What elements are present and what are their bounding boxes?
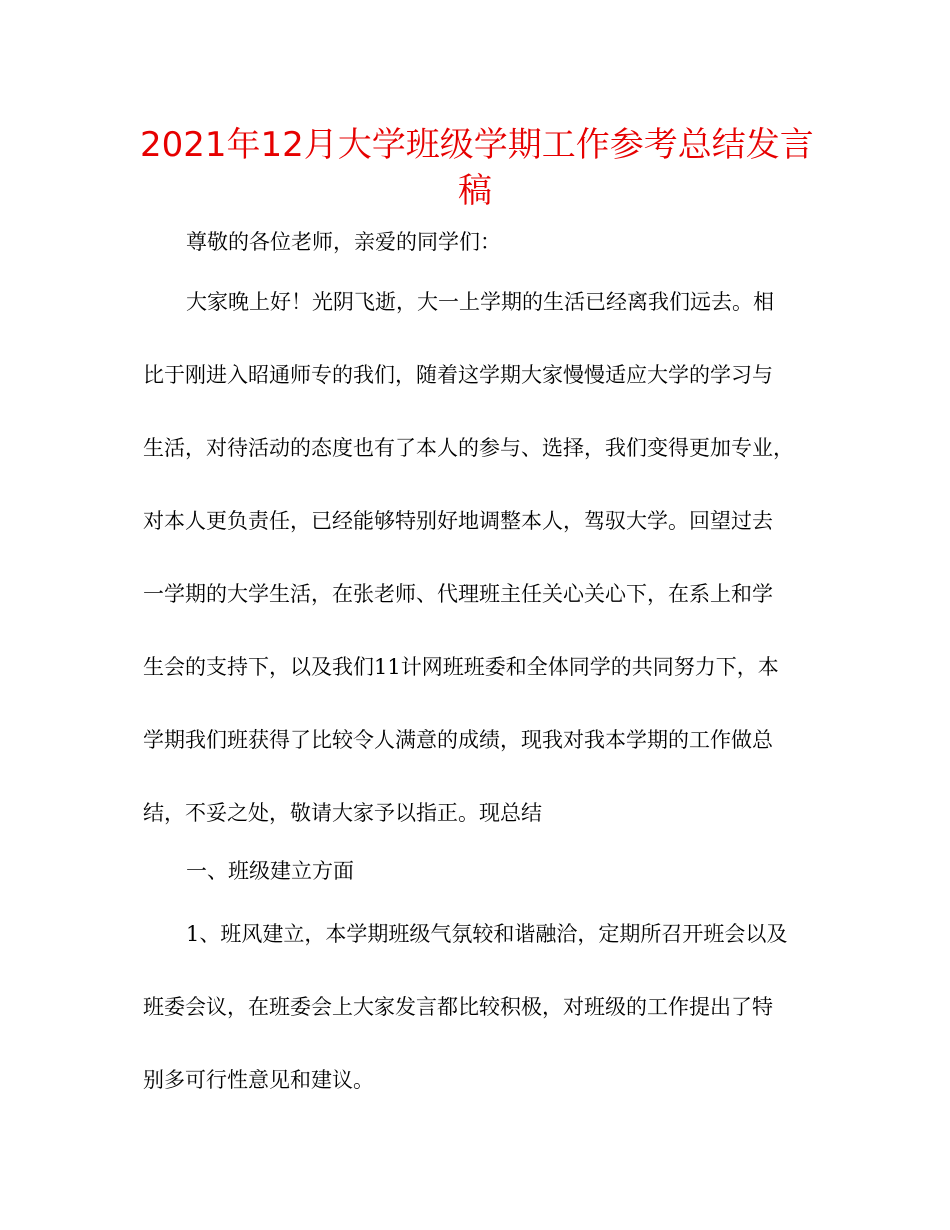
body-line: 结，不妥之处，敬请大家予以指正。现总结 [143, 801, 542, 825]
body-line: 比于刚进入昭通师专的我们，随着这学期大家慢慢适应大学的学习与 [143, 363, 773, 387]
section-heading: 一、班级建立方面 [186, 859, 354, 883]
body-line: 对本人更负责任，已经能够特别好地调整本人，驾驭大学。回望过去 [143, 509, 773, 533]
body-line: 1、班风建立，本学期班级气氛较和谐融洽，定期所召开班会以及 [186, 922, 788, 946]
salutation: 尊敬的各位老师，亲爱的同学们： [186, 230, 501, 254]
body-line: 生会的支持下，以及我们11计网班班委和全体同学的共同努力下，本 [143, 655, 779, 679]
body-line: 班委会议，在班委会上大家发言都比较积极，对班级的工作提出了特 [143, 995, 773, 1019]
document-title-line-1: 2021年12月大学班级学期工作参考总结发言 [140, 125, 814, 165]
document-title-line-2: 稿 [458, 171, 492, 211]
body-line: 学期我们班获得了比较令人满意的成绩，现我对我本学期的工作做总 [143, 728, 773, 752]
body-line: 生活，对待活动的态度也有了本人的参与、选择，我们变得更加专业， [143, 436, 794, 460]
body-line: 一学期的大学生活，在张老师、代理班主任关心关心下，在系上和学 [143, 582, 773, 606]
body-line: 大家晚上好！光阴飞逝，大一上学期的生活已经离我们远去。相 [186, 290, 774, 314]
body-line: 别多可行性意见和建议。 [143, 1068, 374, 1092]
